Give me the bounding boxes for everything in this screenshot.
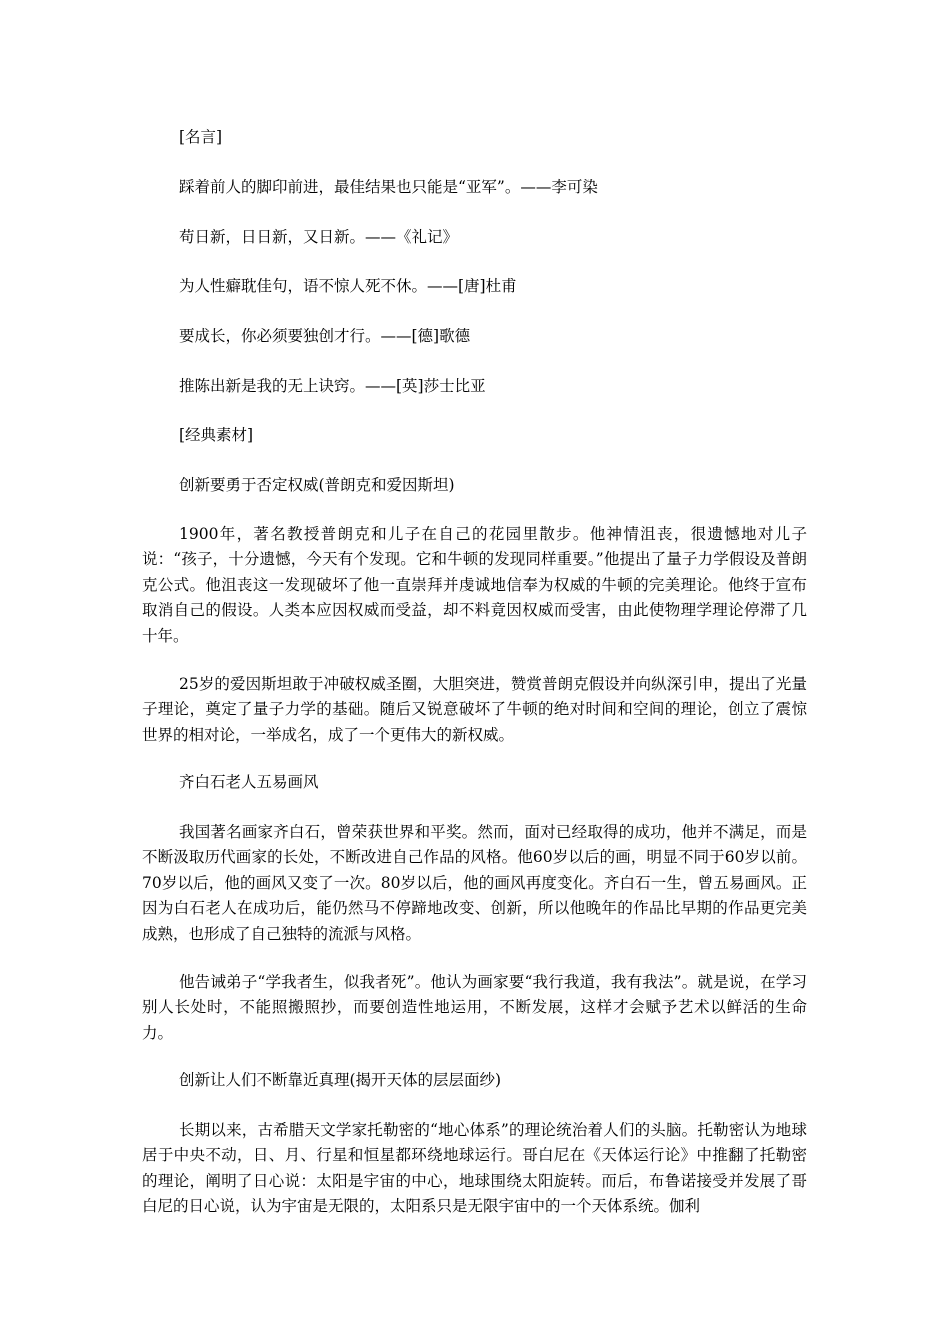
story-paragraph: 我国著名画家齐白石，曾荣获世界和平奖。然而，面对已经取得的成功，他并不满足，而是不断汲取历代画家的长处，不断改进自己作品的风格。他60岁以后的画，明显不同于60岁以前。70岁以后，他的画风又变了一次。80岁以后，他的画风再度变化。齐白石一生，曾五易画风。正因为白石老人在成功后，能仍然马不停蹄地改变、创新，所以他晚年的作品比早期的作品更完美成熟，也形成了自己独特的流派与风格。 (142, 823, 807, 943)
story-title-planck-einstein: 创新要勇于否定权威(普朗克和爱因斯坦) (179, 476, 455, 494)
story-paragraph: 他告诫弟子“学我者生，似我者死”。他认为画家要“我行我道，我有我法”。就是说，在学习别人长处时，不能照搬照抄，而要创造性地运用，不断发展，这样才会赋予艺术以鲜活的生命力。 (142, 973, 807, 1042)
quote-line: 为人性癖耽佳句，语不惊人死不休。——[唐]杜甫 (179, 277, 517, 295)
story-paragraph: 1900年，著名教授普朗克和儿子在自己的花园里散步。他神情沮丧，很遗憾地对儿子说：“孩子，十分遗憾，今天有个发现。它和牛顿的发现同样重要。”他提出了量子力学假设及普朗克公式。他沮丧这一发现破坏了他一直崇拜并虔诚地信奉为权威的牛顿的完美理论。他终于宣布取消自己的假设。人类本应因权威而受益，却不料竟因权威而受害，由此使物理学理论停滞了几十年。 (142, 525, 807, 645)
story-paragraph: 长期以来，古希腊天文学家托勒密的“地心体系”的理论统治着人们的头脑。托勒密认为地球居于中央不动，日、月、行星和恒星都环绕地球运行。哥白尼在《天体运行论》中推翻了托勒密的理论，阐明了日心说：太阳是宇宙的中心，地球围绕太阳旋转。而后，布鲁诺接受并发展了哥白尼的日心说，认为宇宙是无限的，太阳系只是无限宇宙中的一个天体系统。伽利 (142, 1121, 807, 1216)
story-title-celestial: 创新让人们不断靠近真理(揭开天体的层层面纱) (179, 1071, 502, 1089)
quote-line: 推陈出新是我的无上诀窍。——[英]莎士比亚 (179, 377, 486, 395)
quote-line: 踩着前人的脚印前进，最佳结果也只能是“亚军”。——李可染 (179, 178, 598, 196)
quote-line: 要成长，你必须要独创才行。——[德]歌德 (179, 327, 471, 345)
story-title-qi-baishi: 齐白石老人五易画风 (179, 773, 319, 791)
quote-line: 苟日新，日日新，又日新。——《礼记》 (179, 228, 459, 246)
materials-heading: [经典素材] (179, 426, 254, 444)
story-paragraph: 25岁的爱因斯坦敢于冲破权威圣圈，大胆突进，赞赏普朗克假设并向纵深引申，提出了光量子理论，奠定了量子力学的基础。随后又锐意破坏了牛顿的绝对时间和空间的理论，创立了震惊世界的相对论，一举成名，成了一个更伟大的新权威。 (142, 675, 807, 744)
quotes-heading: [名言] (179, 128, 223, 146)
